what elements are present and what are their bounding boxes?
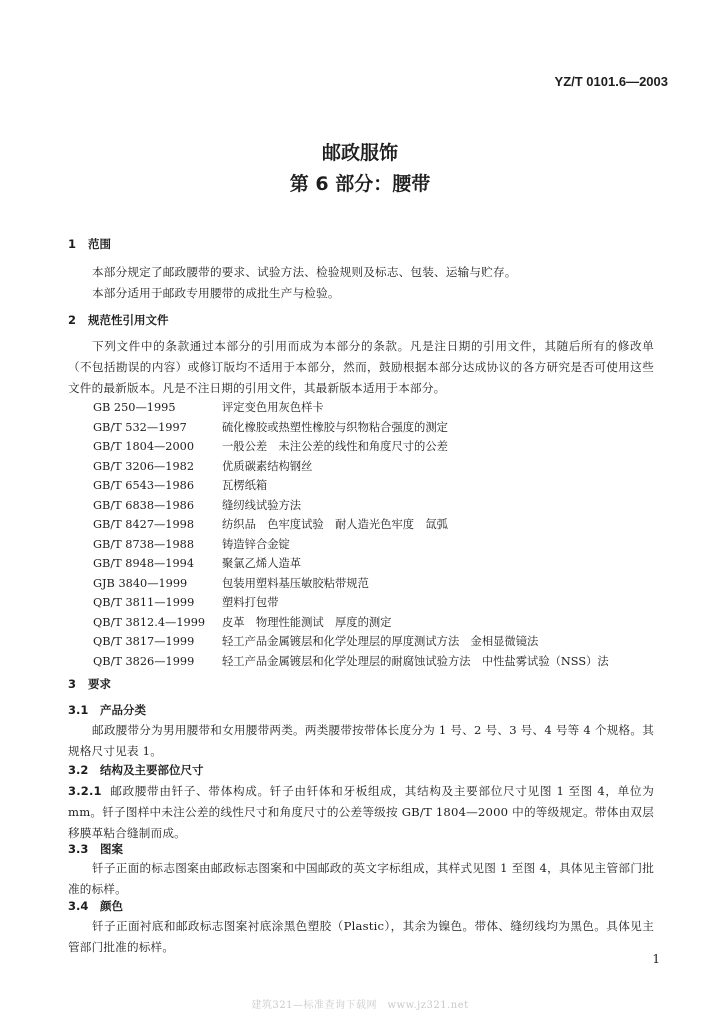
reference-title: 轻工产品金属镀层和化学处理层的耐腐蚀试验方法 中性盐雾试验（NSS）法 (222, 654, 609, 668)
reference-row (93, 652, 663, 672)
reference-row (93, 613, 663, 633)
subsection-number: 3.2 (68, 763, 89, 777)
reference-title: 塑料打包带 (222, 596, 279, 609)
reference-title: 铸造锌合金锭 (222, 537, 290, 551)
section-number: 2 (68, 313, 77, 327)
reference-row (93, 554, 663, 574)
subsection-title: 产品分类 (100, 703, 146, 717)
reference-code: GJB 3840—1999 (93, 576, 188, 590)
reference-title: 缝纫线试验方法 (222, 498, 302, 512)
reference-title: 一般公差 未注公差的线性和角度尺寸的公差 (222, 440, 448, 453)
subsection-3-3-text: 钎子正面的标志图案由邮政标志图案和中国邮政的英文字标组成，其样式见图 1 至图 4，具体见主管部门批准的标样。 (68, 861, 654, 896)
reference-code: GB 250—1995 (93, 401, 176, 414)
section-number: 3 (68, 677, 77, 691)
reference-code: GB/T 3206—1982 (93, 459, 195, 473)
section-title: 规范性引用文件 (88, 313, 169, 327)
section-2-intro: 下列文件中的条款通过本部分的引用而成为本部分的条款。凡是注日期的引用文件，其随后所有的修改单（不包括勘误的内容）或修订版均不适用于本部分，然而，鼓励根据本部分达成协议的各方研究是否可使用这些文件的最新版本。凡是不注日期的引用文件，其最新版本适用于本部分。 (68, 339, 654, 395)
reference-title: 瓦楞纸箱 (222, 479, 268, 492)
reference-row (93, 398, 663, 418)
subsection-number: 3.1 (68, 703, 89, 717)
reference-title: 包装用塑料基压敏胶粘带规范 (222, 576, 369, 590)
reference-title: 皮革 物理性能测试 厚度的测定 (222, 615, 392, 629)
subsection-3-2-heading (68, 762, 204, 778)
reference-row (93, 496, 663, 516)
reference-row (93, 632, 663, 652)
reference-code: QB/T 3826—1999 (93, 654, 195, 668)
reference-row (93, 437, 663, 457)
subsection-number: 3.4 (68, 899, 89, 913)
document-title: 邮政服饰 (321, 142, 398, 164)
reference-code: GB/T 8427—1998 (93, 518, 195, 531)
section-2-heading (68, 312, 169, 328)
reference-row (93, 457, 663, 477)
subsection-3-1-text: 邮政腰带分为男用腰带和女用腰带两类。两类腰带按带体长度分为 1 号、2 号、3 号、4 号等 4 个规格。其规格尺寸见表 1。 (68, 723, 654, 758)
reference-title: 硫化橡胶或热塑性橡胶与织物粘合强度的测定 (222, 420, 448, 434)
paragraph: 本部分规定了邮政腰带的要求、试验方法、检验规则及标志、包装、运输与贮存。 (92, 265, 517, 279)
reference-title: 优质碳素结构钢丝 (222, 459, 313, 473)
reference-code: GB/T 8948—1994 (93, 557, 195, 570)
normative-references-list (93, 398, 663, 671)
document-code: YZ/T 0101.6—2003 (554, 74, 668, 89)
section-title: 范围 (88, 237, 111, 251)
reference-code: QB/T 3812.4—1999 (93, 615, 206, 629)
clause-text: 邮政腰带由钎子、带体构成。钎子由钎体和牙板组成，其结构及主要部位尺寸见图 1 至图 4，单位为 mm。钎子图样中未注公差的线性尺寸和角度尺寸的公差等级按 GB/T 1804—2000 中的等级规定。带体由双层移膜革粘合缝制而成。 (68, 784, 654, 840)
reference-code: GB/T 6543—1986 (93, 479, 195, 492)
document-subtitle: 第 6 部分：腰带 (289, 173, 431, 195)
subsection-3-1-heading (68, 702, 146, 718)
subsection-title: 颜色 (100, 899, 123, 913)
reference-title: 评定变色用灰色样卡 (222, 401, 324, 414)
reference-title: 纺织品 色牢度试验 耐人造光色牢度 氙弧 (222, 518, 448, 531)
reference-title: 聚氯乙烯人造革 (222, 557, 302, 570)
clause-number: 3.2.1 (68, 784, 102, 798)
section-3-heading (68, 676, 111, 692)
reference-title: 轻工产品金属镀层和化学处理层的厚度测试方法 金相显微镜法 (222, 635, 539, 648)
subsection-3-4-text: 钎子正面衬底和邮政标志图案衬底涂黑色塑胶（Plastic），其余为镍色。带体、缝纫线均为黑色。具体见主管部门批准的标样。 (68, 919, 654, 954)
reference-row (93, 418, 663, 438)
reference-code: GB/T 8738—1988 (93, 537, 195, 551)
page-number: 1 (652, 952, 660, 966)
section-title: 要求 (88, 677, 111, 691)
reference-code: GB/T 1804—2000 (93, 440, 195, 453)
reference-row (93, 476, 663, 496)
reference-code: GB/T 6838—1986 (93, 498, 195, 512)
reference-code: QB/T 3817—1999 (93, 635, 195, 648)
reference-code: GB/T 532—1997 (93, 420, 187, 434)
subsection-title: 图案 (100, 842, 123, 856)
reference-row (93, 535, 663, 555)
section-number: 1 (68, 237, 77, 251)
reference-row (93, 515, 663, 535)
paragraph: 本部分适用于邮政专用腰带的成批生产与检验。 (92, 286, 340, 300)
subsection-3-4-heading (68, 898, 123, 914)
section-1-heading (68, 236, 111, 252)
subsection-number: 3.3 (68, 842, 89, 856)
subsection-title: 结构及主要部位尺寸 (100, 763, 204, 777)
footer-watermark: 建筑321—标准查询下载网 www.jz321.net (251, 1000, 469, 1011)
reference-code: QB/T 3811—1999 (93, 596, 195, 609)
reference-row (93, 574, 663, 594)
reference-row (93, 593, 663, 613)
subsection-3-3-heading (68, 841, 123, 857)
subsection-3-2-1-text (68, 781, 654, 844)
